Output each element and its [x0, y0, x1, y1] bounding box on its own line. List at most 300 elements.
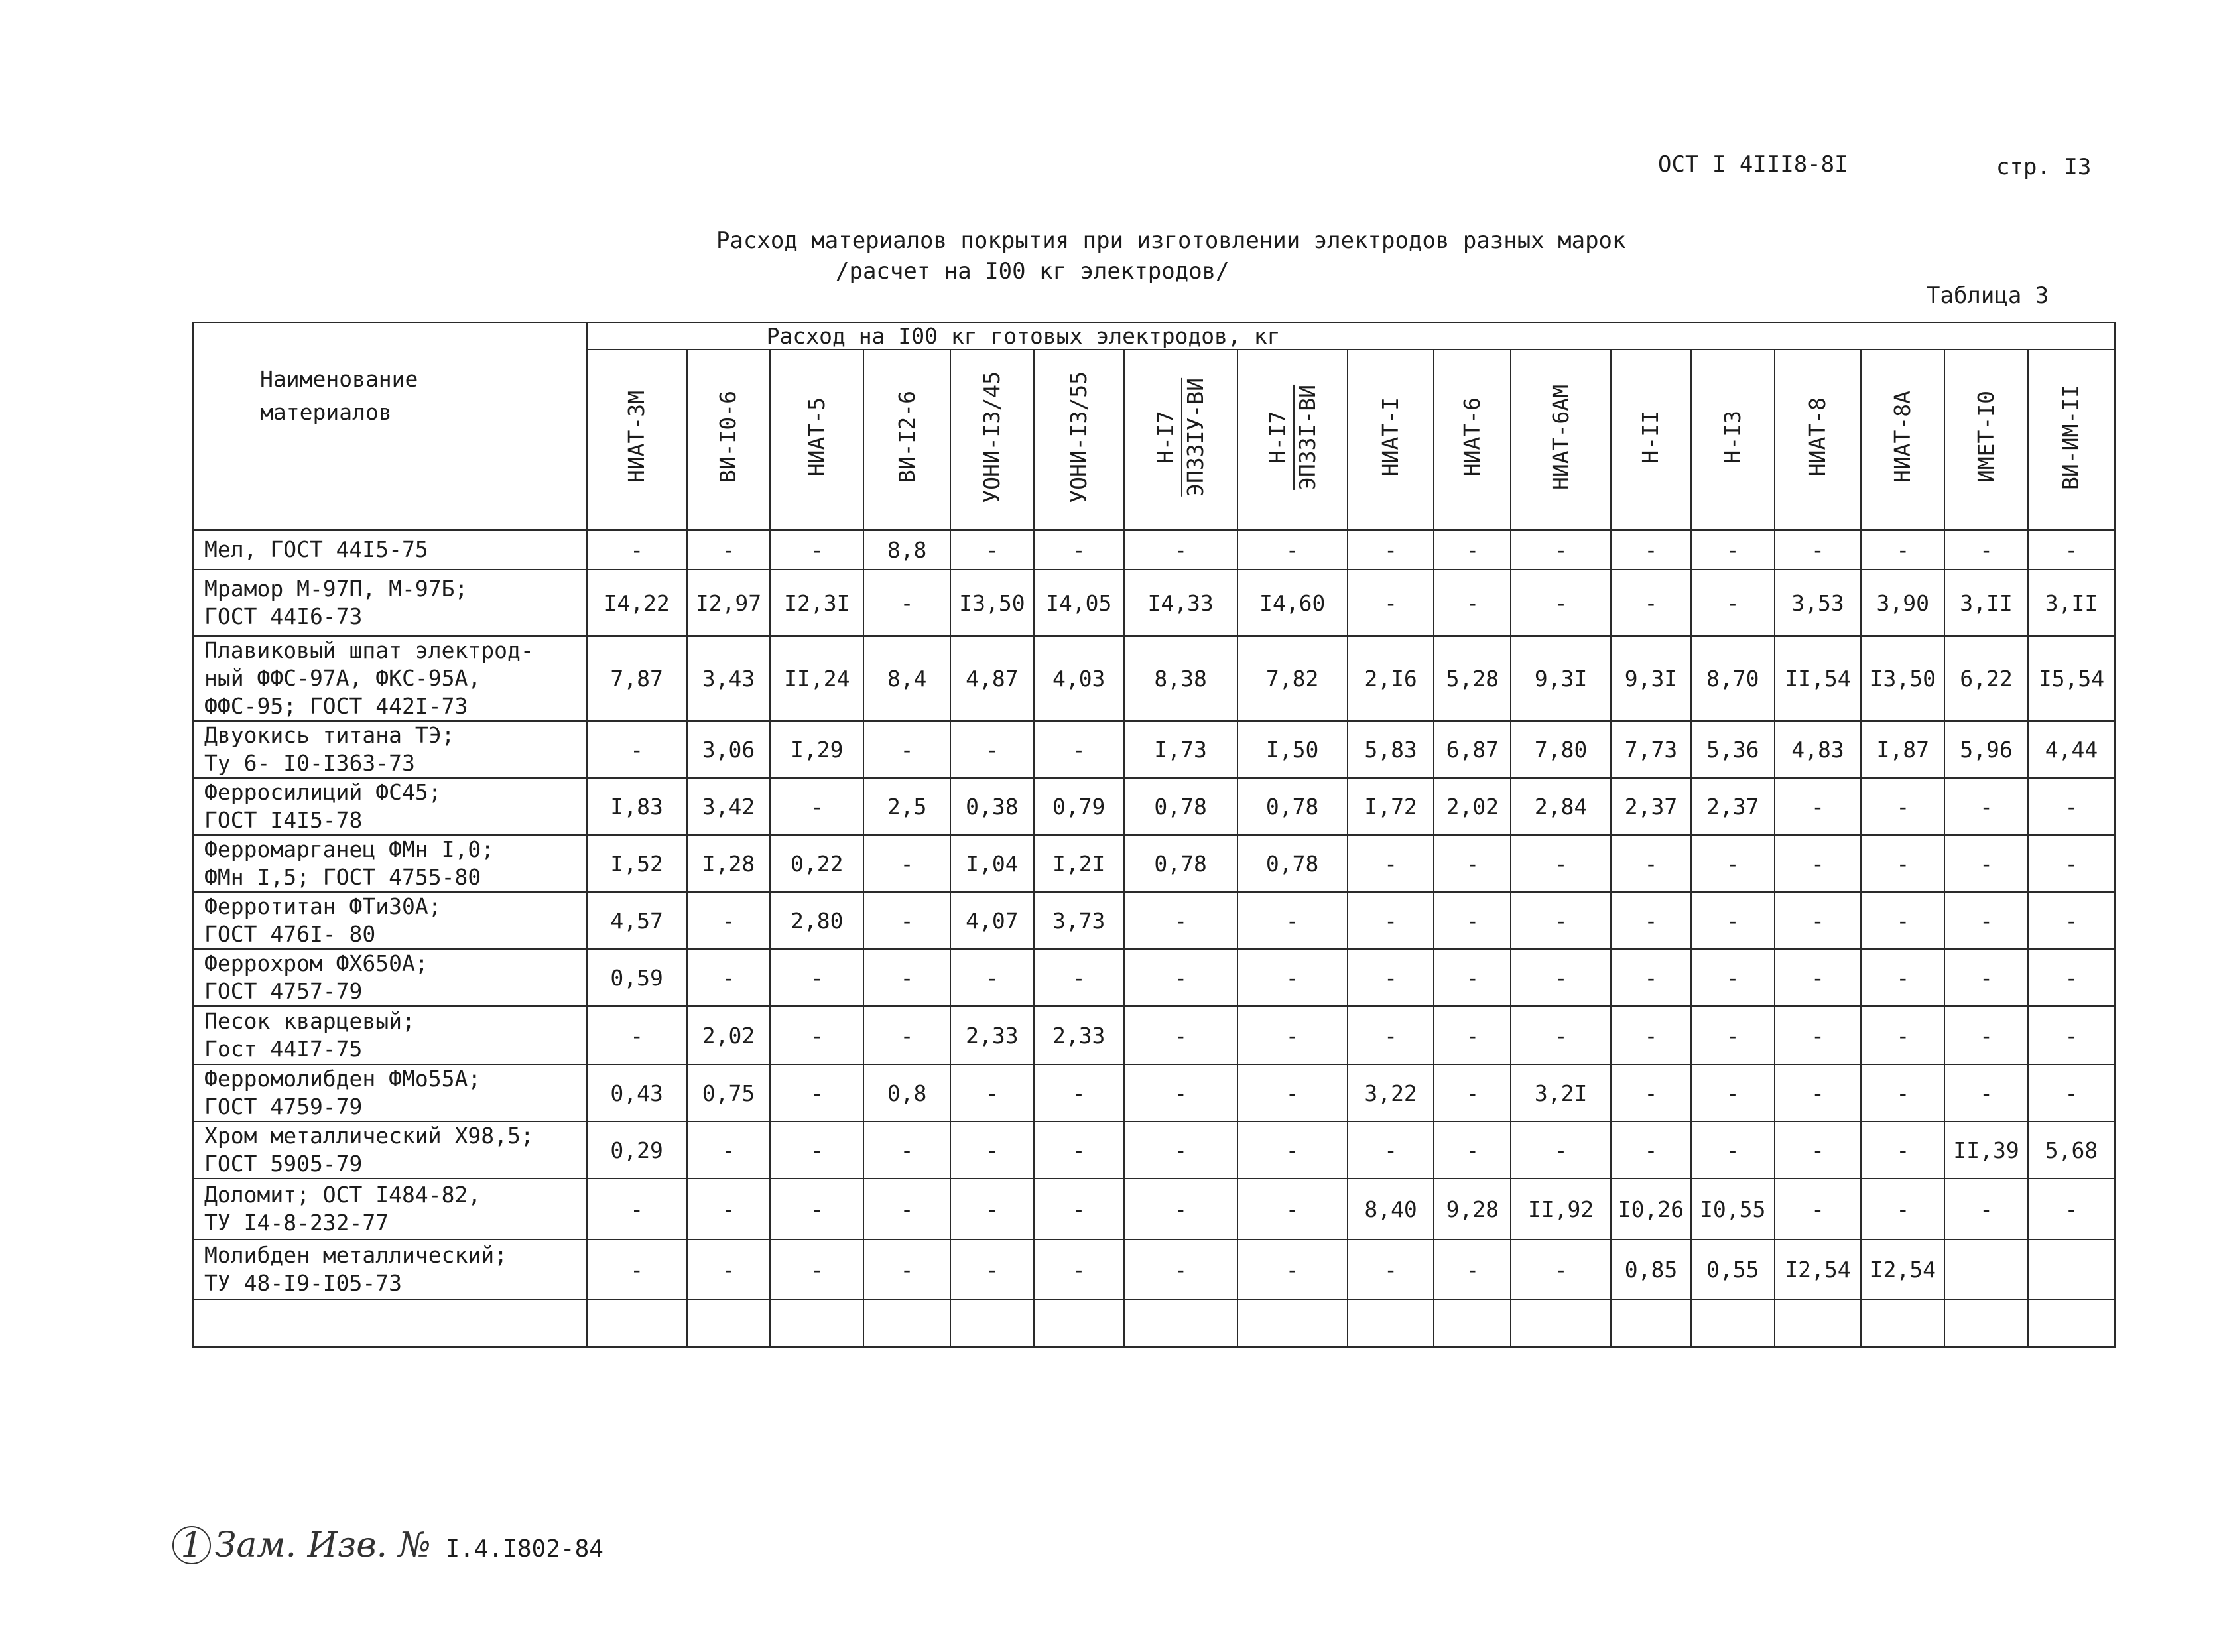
empty-cell — [1775, 1299, 1862, 1347]
table-cell: I,73 — [1124, 721, 1237, 778]
table-cell: - — [863, 835, 950, 892]
table-cell: 0,75 — [687, 1064, 771, 1121]
empty-cell — [2028, 1299, 2115, 1347]
empty-cell — [193, 1299, 587, 1347]
table-cell: I2,97 — [687, 570, 771, 636]
column-header-label: ВИ-I2-6 — [893, 391, 920, 483]
table-bottom-spacer — [193, 1299, 2115, 1347]
table-label: Таблица 3 — [1927, 283, 2049, 309]
table-cell: I0,26 — [1611, 1178, 1691, 1239]
table-cell: - — [1034, 530, 1124, 570]
table-cell: 3,90 — [1861, 570, 1944, 636]
table-cell: I,29 — [770, 721, 863, 778]
table-cell: - — [1034, 1239, 1124, 1299]
table-cell: I,87 — [1861, 721, 1944, 778]
table-cell: - — [587, 721, 687, 778]
table-cell: - — [1124, 530, 1237, 570]
table-cell: - — [770, 1121, 863, 1178]
table-cell: - — [687, 1178, 771, 1239]
table-cell: - — [1034, 949, 1124, 1006]
table-cell: - — [1511, 570, 1611, 636]
table-cell: - — [770, 1064, 863, 1121]
table-cell: - — [587, 1178, 687, 1239]
table-cell: 0,78 — [1124, 835, 1237, 892]
table-cell: - — [1434, 835, 1511, 892]
table-row — [193, 1006, 2115, 1064]
column-header-label: ЭП33I-ВИ — [1294, 384, 1320, 490]
table-cell: - — [1611, 892, 1691, 949]
table-cell: I3,50 — [950, 570, 1034, 636]
table-cell: - — [1511, 1121, 1611, 1178]
material-name: Ферросилиций ФС45; ГОСТ I4I5-78 — [193, 778, 587, 835]
table-row — [193, 1178, 2115, 1239]
table-cell: - — [2028, 949, 2115, 1006]
table-cell: - — [1861, 1121, 1944, 1178]
empty-cell — [1511, 1299, 1611, 1347]
table-cell: II,39 — [1944, 1121, 2028, 1178]
table-cell: - — [1944, 530, 2028, 570]
table-row — [193, 949, 2115, 1006]
table-cell: 0,43 — [587, 1064, 687, 1121]
table-cell: - — [863, 1239, 950, 1299]
table-cell: - — [863, 1121, 950, 1178]
table-cell: - — [587, 530, 687, 570]
table-cell: - — [2028, 1006, 2115, 1064]
table-cell: - — [2028, 892, 2115, 949]
table-cell: - — [1124, 892, 1237, 949]
column-header-label: НИАТ-I — [1377, 397, 1404, 477]
table-cell — [2028, 1239, 2115, 1299]
table-cell: 9,3I — [1511, 636, 1611, 721]
table-cell: - — [770, 949, 863, 1006]
table-cell: - — [1691, 570, 1775, 636]
table-cell: 3,2I — [1511, 1064, 1611, 1121]
table-cell: 8,40 — [1348, 1178, 1434, 1239]
title-line-2: /расчет на I00 кг электродов/ — [836, 258, 1230, 285]
table-cell: - — [2028, 1064, 2115, 1121]
column-header-label: НИАТ-6 — [1459, 397, 1486, 477]
table-cell: - — [1944, 892, 2028, 949]
table-cell: - — [1611, 530, 1691, 570]
table-cell: - — [770, 778, 863, 835]
table-cell: - — [1511, 530, 1611, 570]
table-cell: - — [2028, 835, 2115, 892]
table-title — [716, 225, 1625, 286]
table-cell: 3,53 — [1775, 570, 1862, 636]
table-cell: - — [1348, 1239, 1434, 1299]
column-header-label: Н-II — [1637, 411, 1664, 464]
table-cell: - — [1434, 1121, 1511, 1178]
table-cell: - — [1611, 570, 1691, 636]
table-cell: I,28 — [687, 835, 771, 892]
change-mark-circle: 1 — [172, 1526, 211, 1564]
table-cell: 8,4 — [863, 636, 950, 721]
table-cell: - — [1861, 778, 1944, 835]
table-cell: 0,78 — [1237, 778, 1348, 835]
column-header — [950, 349, 1034, 530]
column-header-label: УОНИ-I3/45 — [978, 371, 1005, 503]
table-row — [193, 721, 2115, 778]
column-header-label: ВИ-I0-6 — [715, 391, 741, 483]
table-cell: 0,8 — [863, 1064, 950, 1121]
empty-cell — [1434, 1299, 1511, 1347]
column-header-label: НИАТ-3М — [623, 391, 650, 483]
table-cell: - — [1775, 1064, 1862, 1121]
table-cell: 5,36 — [1691, 721, 1775, 778]
column-header — [1124, 349, 1237, 530]
table-cell: - — [770, 1178, 863, 1239]
table-cell: - — [1124, 1006, 1237, 1064]
empty-cell — [863, 1299, 950, 1347]
table-cell: 2,02 — [687, 1006, 771, 1064]
column-header — [1511, 349, 1611, 530]
table-cell: - — [863, 721, 950, 778]
table-cell: 8,38 — [1124, 636, 1237, 721]
column-header-label: УОНИ-I3/55 — [1065, 371, 1092, 503]
table-row — [193, 1121, 2115, 1178]
table-cell: - — [687, 892, 771, 949]
table-cell: II,92 — [1511, 1178, 1611, 1239]
handwritten-note: Зам. Изв. № — [215, 1525, 431, 1565]
column-header — [687, 349, 771, 530]
column-header-label: НИАТ-8А — [1889, 391, 1916, 483]
table-cell: I2,54 — [1775, 1239, 1862, 1299]
table-cell — [1944, 1239, 2028, 1299]
table-cell: 3,42 — [687, 778, 771, 835]
empty-cell — [1348, 1299, 1434, 1347]
column-header — [1944, 349, 2028, 530]
material-name: Ферромарганец ФМн I,0; ФМн I,5; ГОСТ 4755-80 — [193, 835, 587, 892]
table-row — [193, 636, 2115, 721]
table-cell: - — [1691, 1064, 1775, 1121]
column-header — [2028, 349, 2115, 530]
table-cell: - — [1775, 530, 1862, 570]
table-cell: - — [1124, 1121, 1237, 1178]
table-cell: I,72 — [1348, 778, 1434, 835]
table-cell: - — [1348, 835, 1434, 892]
empty-cell — [1034, 1299, 1124, 1347]
table-cell: - — [1434, 570, 1511, 636]
material-name: Молибден металлический; ТУ 48-I9-I05-73 — [193, 1239, 587, 1299]
table-cell: 2,84 — [1511, 778, 1611, 835]
column-header — [1775, 349, 1862, 530]
table-cell: I,50 — [1237, 721, 1348, 778]
table-cell: 0,78 — [1237, 835, 1348, 892]
table-cell: - — [1861, 1006, 1944, 1064]
table-cell: 0,79 — [1034, 778, 1124, 835]
table-cell: - — [2028, 778, 2115, 835]
table-cell: 2,33 — [950, 1006, 1034, 1064]
table-cell: 2,I6 — [1348, 636, 1434, 721]
table-cell: - — [863, 1006, 950, 1064]
material-name: Двуокись титана ТЭ; Ту 6- I0-I363-73 — [193, 721, 587, 778]
table-cell: 2,5 — [863, 778, 950, 835]
table-cell: 0,55 — [1691, 1239, 1775, 1299]
column-header — [863, 349, 950, 530]
empty-cell — [687, 1299, 771, 1347]
table-cell: - — [1237, 530, 1348, 570]
table-cell: - — [1775, 1178, 1862, 1239]
table-row — [193, 835, 2115, 892]
table-row — [193, 1239, 2115, 1299]
material-name: Доломит; ОСТ I484-82, ТУ I4-8-232-77 — [193, 1178, 587, 1239]
materials-header: Наименование материалов — [193, 322, 587, 530]
table-cell: - — [1124, 1178, 1237, 1239]
table-cell: - — [950, 1064, 1034, 1121]
empty-cell — [770, 1299, 863, 1347]
table-cell: 0,85 — [1611, 1239, 1691, 1299]
table-cell: - — [1124, 1064, 1237, 1121]
table-cell: - — [2028, 1178, 2115, 1239]
table-cell: - — [1944, 1064, 2028, 1121]
table-cell: 5,96 — [1944, 721, 2028, 778]
table-cell: 2,37 — [1691, 778, 1775, 835]
table-cell: I,2I — [1034, 835, 1124, 892]
table-cell: - — [587, 1006, 687, 1064]
table-cell: - — [950, 1178, 1034, 1239]
material-name: Хром металлический Х98,5; ГОСТ 5905-79 — [193, 1121, 587, 1178]
table-cell: - — [1237, 1239, 1348, 1299]
table-cell: - — [1861, 892, 1944, 949]
column-header — [1237, 349, 1348, 530]
table-cell: 0,59 — [587, 949, 687, 1006]
table-cell: - — [1944, 778, 2028, 835]
table-cell: - — [1861, 1178, 1944, 1239]
table-cell: - — [1861, 1064, 1944, 1121]
empty-cell — [1944, 1299, 2028, 1347]
table-cell: - — [1511, 1006, 1611, 1064]
table-cell: - — [687, 530, 771, 570]
empty-cell — [1691, 1299, 1775, 1347]
table-cell: 4,07 — [950, 892, 1034, 949]
table-cell: 6,22 — [1944, 636, 2028, 721]
table-cell: - — [863, 949, 950, 1006]
table-row — [193, 778, 2115, 835]
table-cell: I,83 — [587, 778, 687, 835]
table-cell: - — [1434, 1064, 1511, 1121]
table-cell: - — [687, 1121, 771, 1178]
table-row — [193, 570, 2115, 636]
table-cell: 7,80 — [1511, 721, 1611, 778]
empty-cell — [587, 1299, 687, 1347]
table-row — [193, 1064, 2115, 1121]
table-cell: I5,54 — [2028, 636, 2115, 721]
table-cell: - — [1775, 949, 1862, 1006]
column-header-label: ЭП33IУ-ВИ — [1182, 377, 1209, 497]
table-cell: 4,87 — [950, 636, 1034, 721]
table-cell: 2,80 — [770, 892, 863, 949]
table-cell: 2,33 — [1034, 1006, 1124, 1064]
table-cell: - — [950, 1121, 1034, 1178]
table-cell: 9,28 — [1434, 1178, 1511, 1239]
column-header-label: НИАТ-5 — [803, 397, 830, 477]
table-cell: - — [950, 1239, 1034, 1299]
table-cell: - — [1434, 530, 1511, 570]
data-table — [192, 322, 2116, 1348]
column-header-label: Н-I7 — [1153, 378, 1182, 497]
table-cell: - — [1691, 1121, 1775, 1178]
table-cell: - — [770, 530, 863, 570]
table-cell: - — [950, 530, 1034, 570]
material-name: Ферротитан ФТи30А; ГОСТ 476I- 80 — [193, 892, 587, 949]
table-cell: - — [1237, 1006, 1348, 1064]
table-cell: II,24 — [770, 636, 863, 721]
table-cell: 6,87 — [1434, 721, 1511, 778]
table-cell: I4,05 — [1034, 570, 1124, 636]
table-cell: 7,73 — [1611, 721, 1691, 778]
table-cell: I2,54 — [1861, 1239, 1944, 1299]
table-cell: - — [1691, 530, 1775, 570]
table-cell: 5,83 — [1348, 721, 1434, 778]
column-header — [1691, 349, 1775, 530]
table-cell: - — [770, 1239, 863, 1299]
table-cell: - — [863, 1178, 950, 1239]
table-cell: - — [1034, 721, 1124, 778]
table-cell: 0,38 — [950, 778, 1034, 835]
table-cell: - — [1237, 892, 1348, 949]
table-cell: - — [1511, 949, 1611, 1006]
table-cell: - — [1348, 1121, 1434, 1178]
empty-cell — [1611, 1299, 1691, 1347]
table-cell: - — [587, 1239, 687, 1299]
table-cell: - — [1237, 1121, 1348, 1178]
table-cell: I4,60 — [1237, 570, 1348, 636]
table-cell: 8,8 — [863, 530, 950, 570]
table-cell: - — [770, 1006, 863, 1064]
table-cell: 3,73 — [1034, 892, 1124, 949]
title-line-1: Расход материалов покрытия при изготовлении электродов разных марок — [716, 227, 1626, 254]
column-header — [770, 349, 863, 530]
table-cell: I4,33 — [1124, 570, 1237, 636]
table-cell: - — [1861, 530, 1944, 570]
table-cell: - — [863, 892, 950, 949]
change-notice — [172, 1525, 603, 1565]
table-cell: 4,44 — [2028, 721, 2115, 778]
table-cell: 3,II — [2028, 570, 2115, 636]
table-cell: - — [1611, 1006, 1691, 1064]
empty-cell — [1237, 1299, 1348, 1347]
material-name: Феррохром ФХ650А; ГОСТ 4757-79 — [193, 949, 587, 1006]
table-cell: - — [1434, 1006, 1511, 1064]
material-name: Мел, ГОСТ 44I5-75 — [193, 530, 587, 570]
column-header — [1034, 349, 1124, 530]
table-cell: I,04 — [950, 835, 1034, 892]
table-cell: 3,22 — [1348, 1064, 1434, 1121]
table-cell: 3,II — [1944, 570, 2028, 636]
table-cell: - — [1611, 1121, 1691, 1178]
table-cell: - — [1434, 892, 1511, 949]
table-cell: I0,55 — [1691, 1178, 1775, 1239]
table-cell: I3,50 — [1861, 636, 1944, 721]
table-cell: - — [1124, 1239, 1237, 1299]
table-cell: I2,3I — [770, 570, 863, 636]
material-name: Мрамор М-97П, М-97Б; ГОСТ 44I6-73 — [193, 570, 587, 636]
table-cell: - — [1034, 1121, 1124, 1178]
table-cell: - — [1861, 949, 1944, 1006]
column-header — [587, 349, 687, 530]
table-cell: 3,06 — [687, 721, 771, 778]
table-cell: - — [1348, 892, 1434, 949]
table-cell: 5,68 — [2028, 1121, 2115, 1178]
column-header-label: ИМЕТ-I0 — [1973, 391, 1999, 483]
document-code: ОСТ I 4III8-8I — [1658, 151, 1848, 178]
table-cell: 0,22 — [770, 835, 863, 892]
table-cell: - — [1348, 1006, 1434, 1064]
table-cell: - — [1691, 835, 1775, 892]
table-cell: - — [1611, 949, 1691, 1006]
table-cell: - — [687, 1239, 771, 1299]
table-cell: - — [1124, 949, 1237, 1006]
table-cell: - — [1348, 530, 1434, 570]
material-name: Песок кварцевый; Гост 44I7-75 — [193, 1006, 587, 1064]
table-row — [193, 892, 2115, 949]
column-header-label: ВИ-ИМ-II — [2058, 384, 2084, 490]
table-cell: - — [2028, 530, 2115, 570]
table-cell: - — [1944, 1178, 2028, 1239]
consumption-span-header: Расход на I00 кг готовых электродов, кг — [587, 322, 2115, 349]
table-cell: - — [1944, 949, 2028, 1006]
table-cell: - — [863, 570, 950, 636]
column-header-label: Н-I7 — [1265, 385, 1295, 490]
table-cell: 0,78 — [1124, 778, 1237, 835]
table-cell: 5,28 — [1434, 636, 1511, 721]
consumption-table — [192, 322, 2116, 1348]
table-cell: I4,22 — [587, 570, 687, 636]
table-cell: 2,37 — [1611, 778, 1691, 835]
table-cell: - — [1775, 778, 1862, 835]
table-cell: - — [1944, 835, 2028, 892]
column-header-label: НИАТ-6АМ — [1547, 384, 1574, 490]
table-cell: 4,57 — [587, 892, 687, 949]
table-cell: 4,03 — [1034, 636, 1124, 721]
table-cell: 0,29 — [587, 1121, 687, 1178]
table-cell: 7,87 — [587, 636, 687, 721]
table-cell: II,54 — [1775, 636, 1862, 721]
table-cell: - — [1511, 835, 1611, 892]
table-cell: - — [1034, 1064, 1124, 1121]
table-cell: I,52 — [587, 835, 687, 892]
table-cell: - — [1611, 1064, 1691, 1121]
notice-number: I.4.I802-84 — [445, 1535, 603, 1562]
table-cell: - — [1775, 1006, 1862, 1064]
material-name: Ферромолибден ФМо55А; ГОСТ 4759-79 — [193, 1064, 587, 1121]
table-cell: - — [1775, 835, 1862, 892]
table-cell: 2,02 — [1434, 778, 1511, 835]
table-cell: - — [1691, 949, 1775, 1006]
table-cell: 7,82 — [1237, 636, 1348, 721]
table-cell: - — [1237, 1178, 1348, 1239]
column-header-label: НИАТ-8 — [1804, 397, 1830, 477]
empty-cell — [950, 1299, 1034, 1347]
column-header — [1611, 349, 1691, 530]
table-cell: - — [950, 721, 1034, 778]
table-cell: - — [1434, 1239, 1511, 1299]
table-cell: 8,70 — [1691, 636, 1775, 721]
material-name: Плавиковый шпат электрод- ный ФФС-97А, ФКС-95А, ФФС-95; ГОСТ 442I-73 — [193, 636, 587, 721]
table-cell: - — [1611, 835, 1691, 892]
table-cell: - — [1237, 949, 1348, 1006]
table-cell: - — [1237, 1064, 1348, 1121]
table-cell: 4,83 — [1775, 721, 1862, 778]
table-cell: - — [1434, 949, 1511, 1006]
table-cell: - — [1775, 1121, 1862, 1178]
table-cell: - — [1691, 892, 1775, 949]
empty-cell — [1124, 1299, 1237, 1347]
table-cell: - — [1511, 892, 1611, 949]
column-header — [1861, 349, 1944, 530]
table-cell: - — [1348, 949, 1434, 1006]
empty-cell — [1861, 1299, 1944, 1347]
